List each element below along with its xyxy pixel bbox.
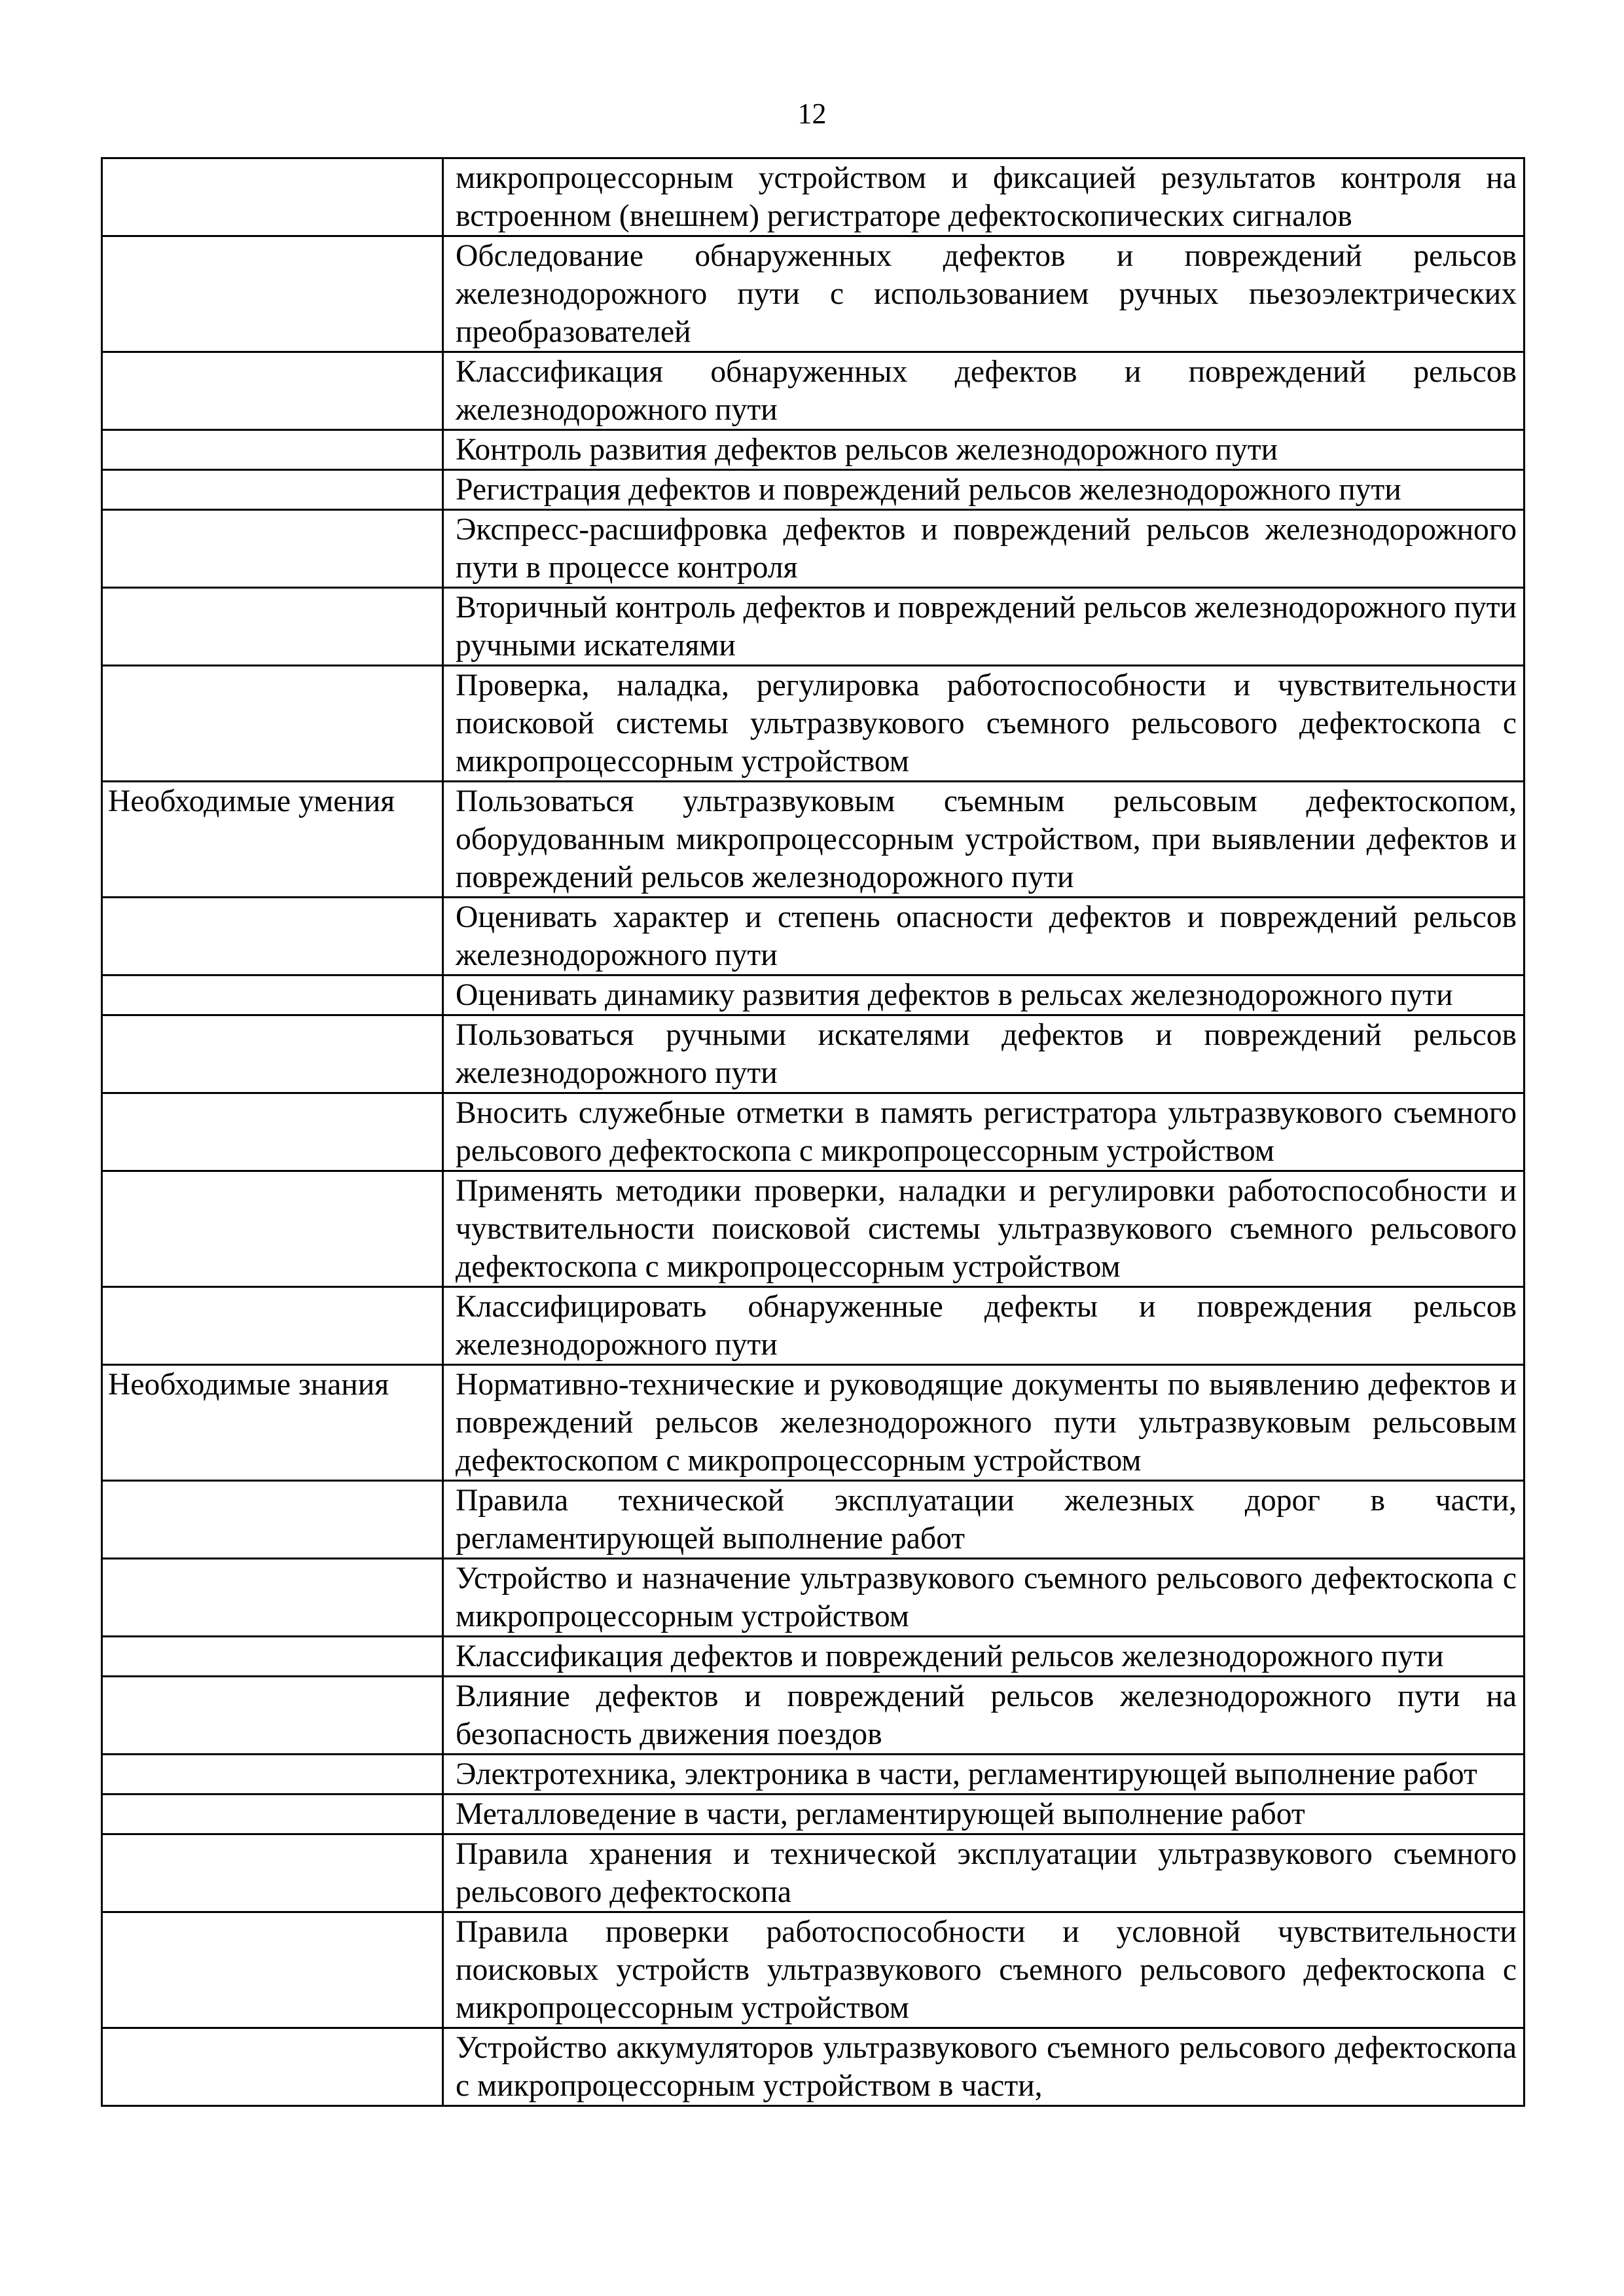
row-text: Проверка, наладка, регулировка работоспособности и чувствительности поисковой системы ультразвукового съемного рельсового дефектоскопа с микропроцессорным устройством — [443, 666, 1525, 782]
row-label — [102, 1834, 443, 1912]
table-row — [102, 975, 1525, 1015]
row-text: Обследование обнаруженных дефектов и повреждений рельсов железнодорожного пути с использованием ручных пьезоэлектрических преобразователей — [443, 236, 1525, 352]
row-label — [102, 1677, 443, 1755]
row-text: Нормативно-технические и руководящие документы по выявлению дефектов и повреждений рельсов железнодорожного пути ультразвуковым рельсовым дефектоскопом с микропроцессорным устройством — [443, 1365, 1525, 1481]
row-label — [102, 1093, 443, 1171]
table-row — [102, 782, 1525, 898]
row-text: Классификация дефектов и повреждений рельсов железнодорожного пути — [443, 1637, 1525, 1677]
row-label — [102, 1637, 443, 1677]
section-label-skills: Необходимые умения — [102, 782, 443, 898]
table-row — [102, 588, 1525, 666]
table-row — [102, 1481, 1525, 1559]
table-row — [102, 1834, 1525, 1912]
page-number: 12 — [797, 98, 827, 130]
table-row — [102, 1015, 1525, 1093]
row-text: Пользоваться ультразвуковым съемным рельсовым дефектоскопом, оборудованным микропроцессорным устройством, при выявлении дефектов и повреждений рельсов железнодорожного пути — [443, 782, 1525, 898]
row-label — [102, 1015, 443, 1093]
table-row — [102, 1637, 1525, 1677]
row-text: Правила проверки работоспособности и условной чувствительности поисковых устройств ультразвукового съемного рельсового дефектоскопа с микропроцессорным устройством — [443, 1912, 1525, 2028]
row-label — [102, 1171, 443, 1287]
table-row — [102, 1559, 1525, 1637]
row-text: Оценивать характер и степень опасности дефектов и повреждений рельсов железнодорожного пути — [443, 898, 1525, 975]
table-row — [102, 1677, 1525, 1755]
requirements-table — [101, 157, 1525, 2107]
row-text: Регистрация дефектов и повреждений рельсов железнодорожного пути — [443, 470, 1525, 510]
row-label — [102, 1559, 443, 1637]
row-text: Электротехника, электроника в части, регламентирующей выполнение работ — [443, 1755, 1525, 1795]
row-text: Оценивать динамику развития дефектов в рельсах железнодорожного пути — [443, 975, 1525, 1015]
row-text: Металловедение в части, регламентирующей выполнение работ — [443, 1795, 1525, 1834]
table-row — [102, 158, 1525, 236]
row-text: Пользоваться ручными искателями дефектов и повреждений рельсов железнодорожного пути — [443, 1015, 1525, 1093]
row-label — [102, 666, 443, 782]
row-label — [102, 236, 443, 352]
row-text: Экспресс-расшифровка дефектов и повреждений рельсов железнодорожного пути в процессе контроля — [443, 510, 1525, 588]
table-row — [102, 470, 1525, 510]
table-row — [102, 1755, 1525, 1795]
row-label — [102, 588, 443, 666]
row-text: Устройство аккумуляторов ультразвукового съемного рельсового дефектоскопа с микропроцессорным устройством в части, — [443, 2028, 1525, 2106]
table-row — [102, 1365, 1525, 1481]
row-text: микропроцессорным устройством и фиксацией результатов контроля на встроенном (внешнем) регистраторе дефектоскопических сигналов — [443, 158, 1525, 236]
table-row — [102, 1795, 1525, 1834]
row-label — [102, 1287, 443, 1365]
row-label — [102, 430, 443, 470]
row-text: Правила технической эксплуатации железных дорог в части, регламентирующей выполнение работ — [443, 1481, 1525, 1559]
table-row — [102, 2028, 1525, 2106]
row-label — [102, 1481, 443, 1559]
table-row — [102, 352, 1525, 430]
table-row — [102, 1093, 1525, 1171]
row-label — [102, 470, 443, 510]
table-row — [102, 666, 1525, 782]
row-text: Устройство и назначение ультразвукового съемного рельсового дефектоскопа с микропроцессорным устройством — [443, 1559, 1525, 1637]
table-row — [102, 236, 1525, 352]
row-label — [102, 352, 443, 430]
table-row — [102, 1287, 1525, 1365]
table-row — [102, 510, 1525, 588]
row-label — [102, 1912, 443, 2028]
row-text: Вносить служебные отметки в память регистратора ультразвукового съемного рельсового дефектоскопа с микропроцессорным устройством — [443, 1093, 1525, 1171]
row-label — [102, 2028, 443, 2106]
table-row — [102, 1912, 1525, 2028]
row-text: Применять методики проверки, наладки и регулировки работоспособности и чувствительности поисковой системы ультразвукового съемного рельсового дефектоскопа с микропроцессорным устройством — [443, 1171, 1525, 1287]
row-label — [102, 1795, 443, 1834]
row-text: Классификация обнаруженных дефектов и повреждений рельсов железнодорожного пути — [443, 352, 1525, 430]
row-label — [102, 898, 443, 975]
row-text: Влияние дефектов и повреждений рельсов железнодорожного пути на безопасность движения поездов — [443, 1677, 1525, 1755]
table-row — [102, 430, 1525, 470]
row-text: Вторичный контроль дефектов и повреждений рельсов железнодорожного пути ручными искателями — [443, 588, 1525, 666]
row-label — [102, 975, 443, 1015]
row-text: Классифицировать обнаруженные дефекты и повреждения рельсов железнодорожного пути — [443, 1287, 1525, 1365]
row-label — [102, 510, 443, 588]
row-text: Контроль развития дефектов рельсов железнодорожного пути — [443, 430, 1525, 470]
table-row — [102, 898, 1525, 975]
table-row — [102, 1171, 1525, 1287]
row-label — [102, 1755, 443, 1795]
row-label — [102, 158, 443, 236]
section-label-knowledge: Необходимые знания — [102, 1365, 443, 1481]
row-text: Правила хранения и технической эксплуатации ультразвукового съемного рельсового дефектоскопа — [443, 1834, 1525, 1912]
